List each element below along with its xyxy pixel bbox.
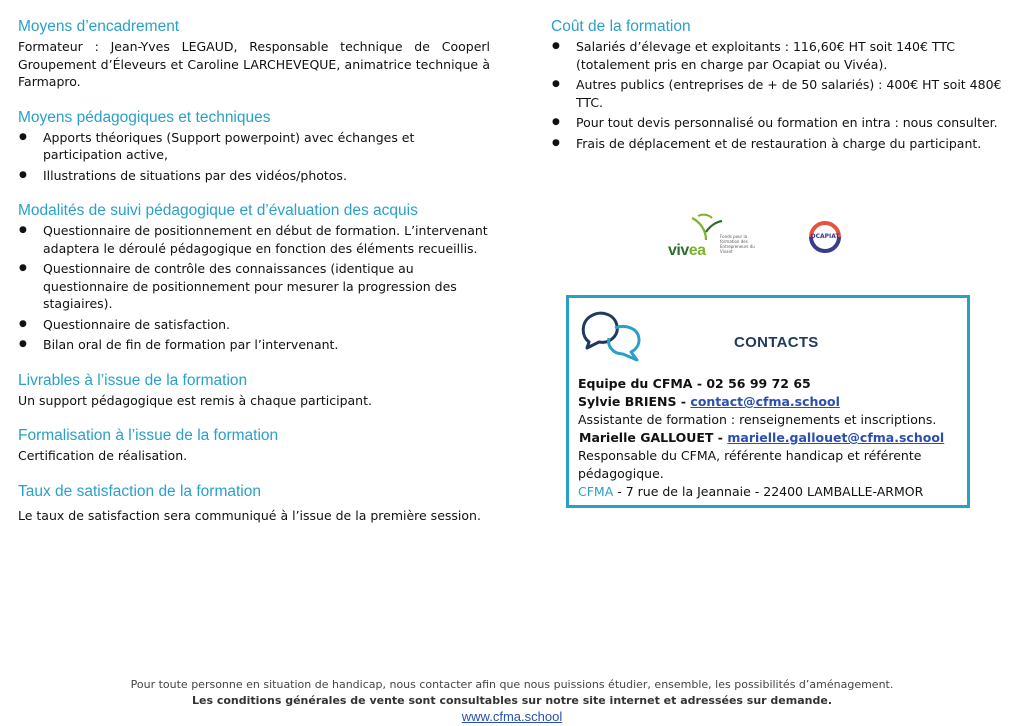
heading-livrables: Livrables à l’issue de la formation <box>18 371 248 389</box>
right-column <box>551 18 1021 155</box>
list-cout <box>551 38 1021 152</box>
list-item: ● Illustrations de situations par des vidéos/photos. <box>18 167 490 185</box>
section-suivi <box>18 202 490 354</box>
text-satisfaction: Le taux de satisfaction sera communiqué à l’issue de la première session. <box>18 507 481 523</box>
vivea-wordmark <box>668 242 706 260</box>
list-item: ● Questionnaire de contrôle des connaissances (identique au questionnaire de positionnement pour mesurer la progression des stagiaires). <box>18 260 490 313</box>
text-formalisation: Certification de réalisation. <box>18 448 188 463</box>
section-pedagogiques <box>18 109 490 185</box>
list-item: ● Salariés d’élevage et exploitants : 116,60€ HT soit 140€ TTC (totalement pris en charge par Ocapiat ou Vivéa). <box>551 38 1021 73</box>
list-item: ● Pour tout devis personnalisé ou formation en intra : nous consulter. <box>551 114 1021 132</box>
team-phone: Equipe du CFMA - 02 56 99 72 65 <box>578 376 811 391</box>
contact-role-briens: Assistante de formation : renseignements et inscriptions. <box>578 412 937 427</box>
vivea-part-a: viv <box>668 242 689 259</box>
section-encadrement <box>18 18 490 91</box>
contact-address <box>578 483 968 501</box>
contact-name-briens: Sylvie BRIENS - <box>578 394 691 409</box>
footer-cgv-note: Les conditions générales de vente sont consultables sur notre site internet et adressées sur demande. <box>192 694 832 707</box>
speech-bubbles-icon <box>579 310 649 362</box>
contacts-title: CONTACTS <box>734 334 819 351</box>
list-pedagogiques <box>18 129 490 185</box>
website-link[interactable]: www.cfma.school <box>461 709 563 724</box>
email-link-contact[interactable]: contact@cfma.school <box>690 394 840 409</box>
heading-suivi: Modalités de suivi pédagogique et d’évaluation des acquis <box>18 202 418 219</box>
left-column <box>18 18 490 542</box>
vivea-tagline: Fonds pour la formation des Entrepreneurs du Vivant <box>720 234 755 254</box>
address-text: - 7 rue de la Jeannaie - 22400 LAMBALLE-ARMOR <box>613 484 924 499</box>
contact-line-team <box>578 375 968 393</box>
list-item: ● Questionnaire de positionnement en début de formation. L’intervenant adaptera le déroulé pédagogique en fonction des éléments recueillis. <box>18 222 490 257</box>
list-item: ● Autres publics (entreprises de + de 50 salariés) : 400€ HT soit 480€ TTC. <box>551 76 1021 111</box>
list-item: ● Bilan oral de fin de formation par l’intervenant. <box>18 336 490 354</box>
text-encadrement: Formateur : Jean-Yves LEGAUD, Responsable technique de Cooperl Groupement d’Éleveurs et Caroline LARCHEVEQUE, animatrice technique à Farmapro. <box>18 39 490 89</box>
contacts-box <box>566 295 970 508</box>
heading-satisfaction: Taux de satisfaction de la formation <box>18 482 261 500</box>
section-formalisation <box>18 427 490 465</box>
list-item: ● Frais de déplacement et de restauration à charge du participant. <box>551 135 1021 153</box>
contact-name-gallouet: Marielle GALLOUET - <box>579 430 728 445</box>
email-link-gallouet[interactable]: marielle.gallouet@cfma.school <box>727 430 945 445</box>
ocapiat-label: OCAPIAT <box>810 233 840 240</box>
text-livrables: Un support pédagogique est remis à chaque participant. <box>18 392 372 408</box>
heading-pedagogiques: Moyens pédagogiques et techniques <box>18 108 271 126</box>
vivea-part-b: ea <box>688 242 706 259</box>
list-item: ● Apports théoriques (Support powerpoint) avec échanges et participation active, <box>18 129 490 164</box>
footer-handicap-note: Pour toute personne en situation de handicap, nous contacter afin que nous puissions étudier, ensemble, les possibilités d’aménagement. <box>130 678 894 691</box>
heading-encadrement: Moyens d’encadrement <box>18 18 180 35</box>
contact-line-gallouet <box>578 429 968 447</box>
vivea-logo <box>668 212 758 260</box>
footer <box>0 677 1024 726</box>
list-suivi <box>18 222 490 354</box>
contact-line-briens <box>578 393 968 411</box>
contacts-body <box>578 375 968 501</box>
section-livrables <box>18 372 490 410</box>
heading-formalisation: Formalisation à l’issue de la formation <box>18 427 279 444</box>
section-satisfaction <box>18 483 490 525</box>
cfma-label: CFMA <box>578 484 614 499</box>
contact-role-gallouet: Responsable du CFMA, référente handicap et référente pédagogique. <box>578 448 922 481</box>
heading-cout: Coût de la formation <box>551 18 691 35</box>
partner-logos <box>668 212 868 260</box>
ocapiat-logo <box>806 218 844 256</box>
list-item: ● Questionnaire de satisfaction. <box>18 316 490 334</box>
